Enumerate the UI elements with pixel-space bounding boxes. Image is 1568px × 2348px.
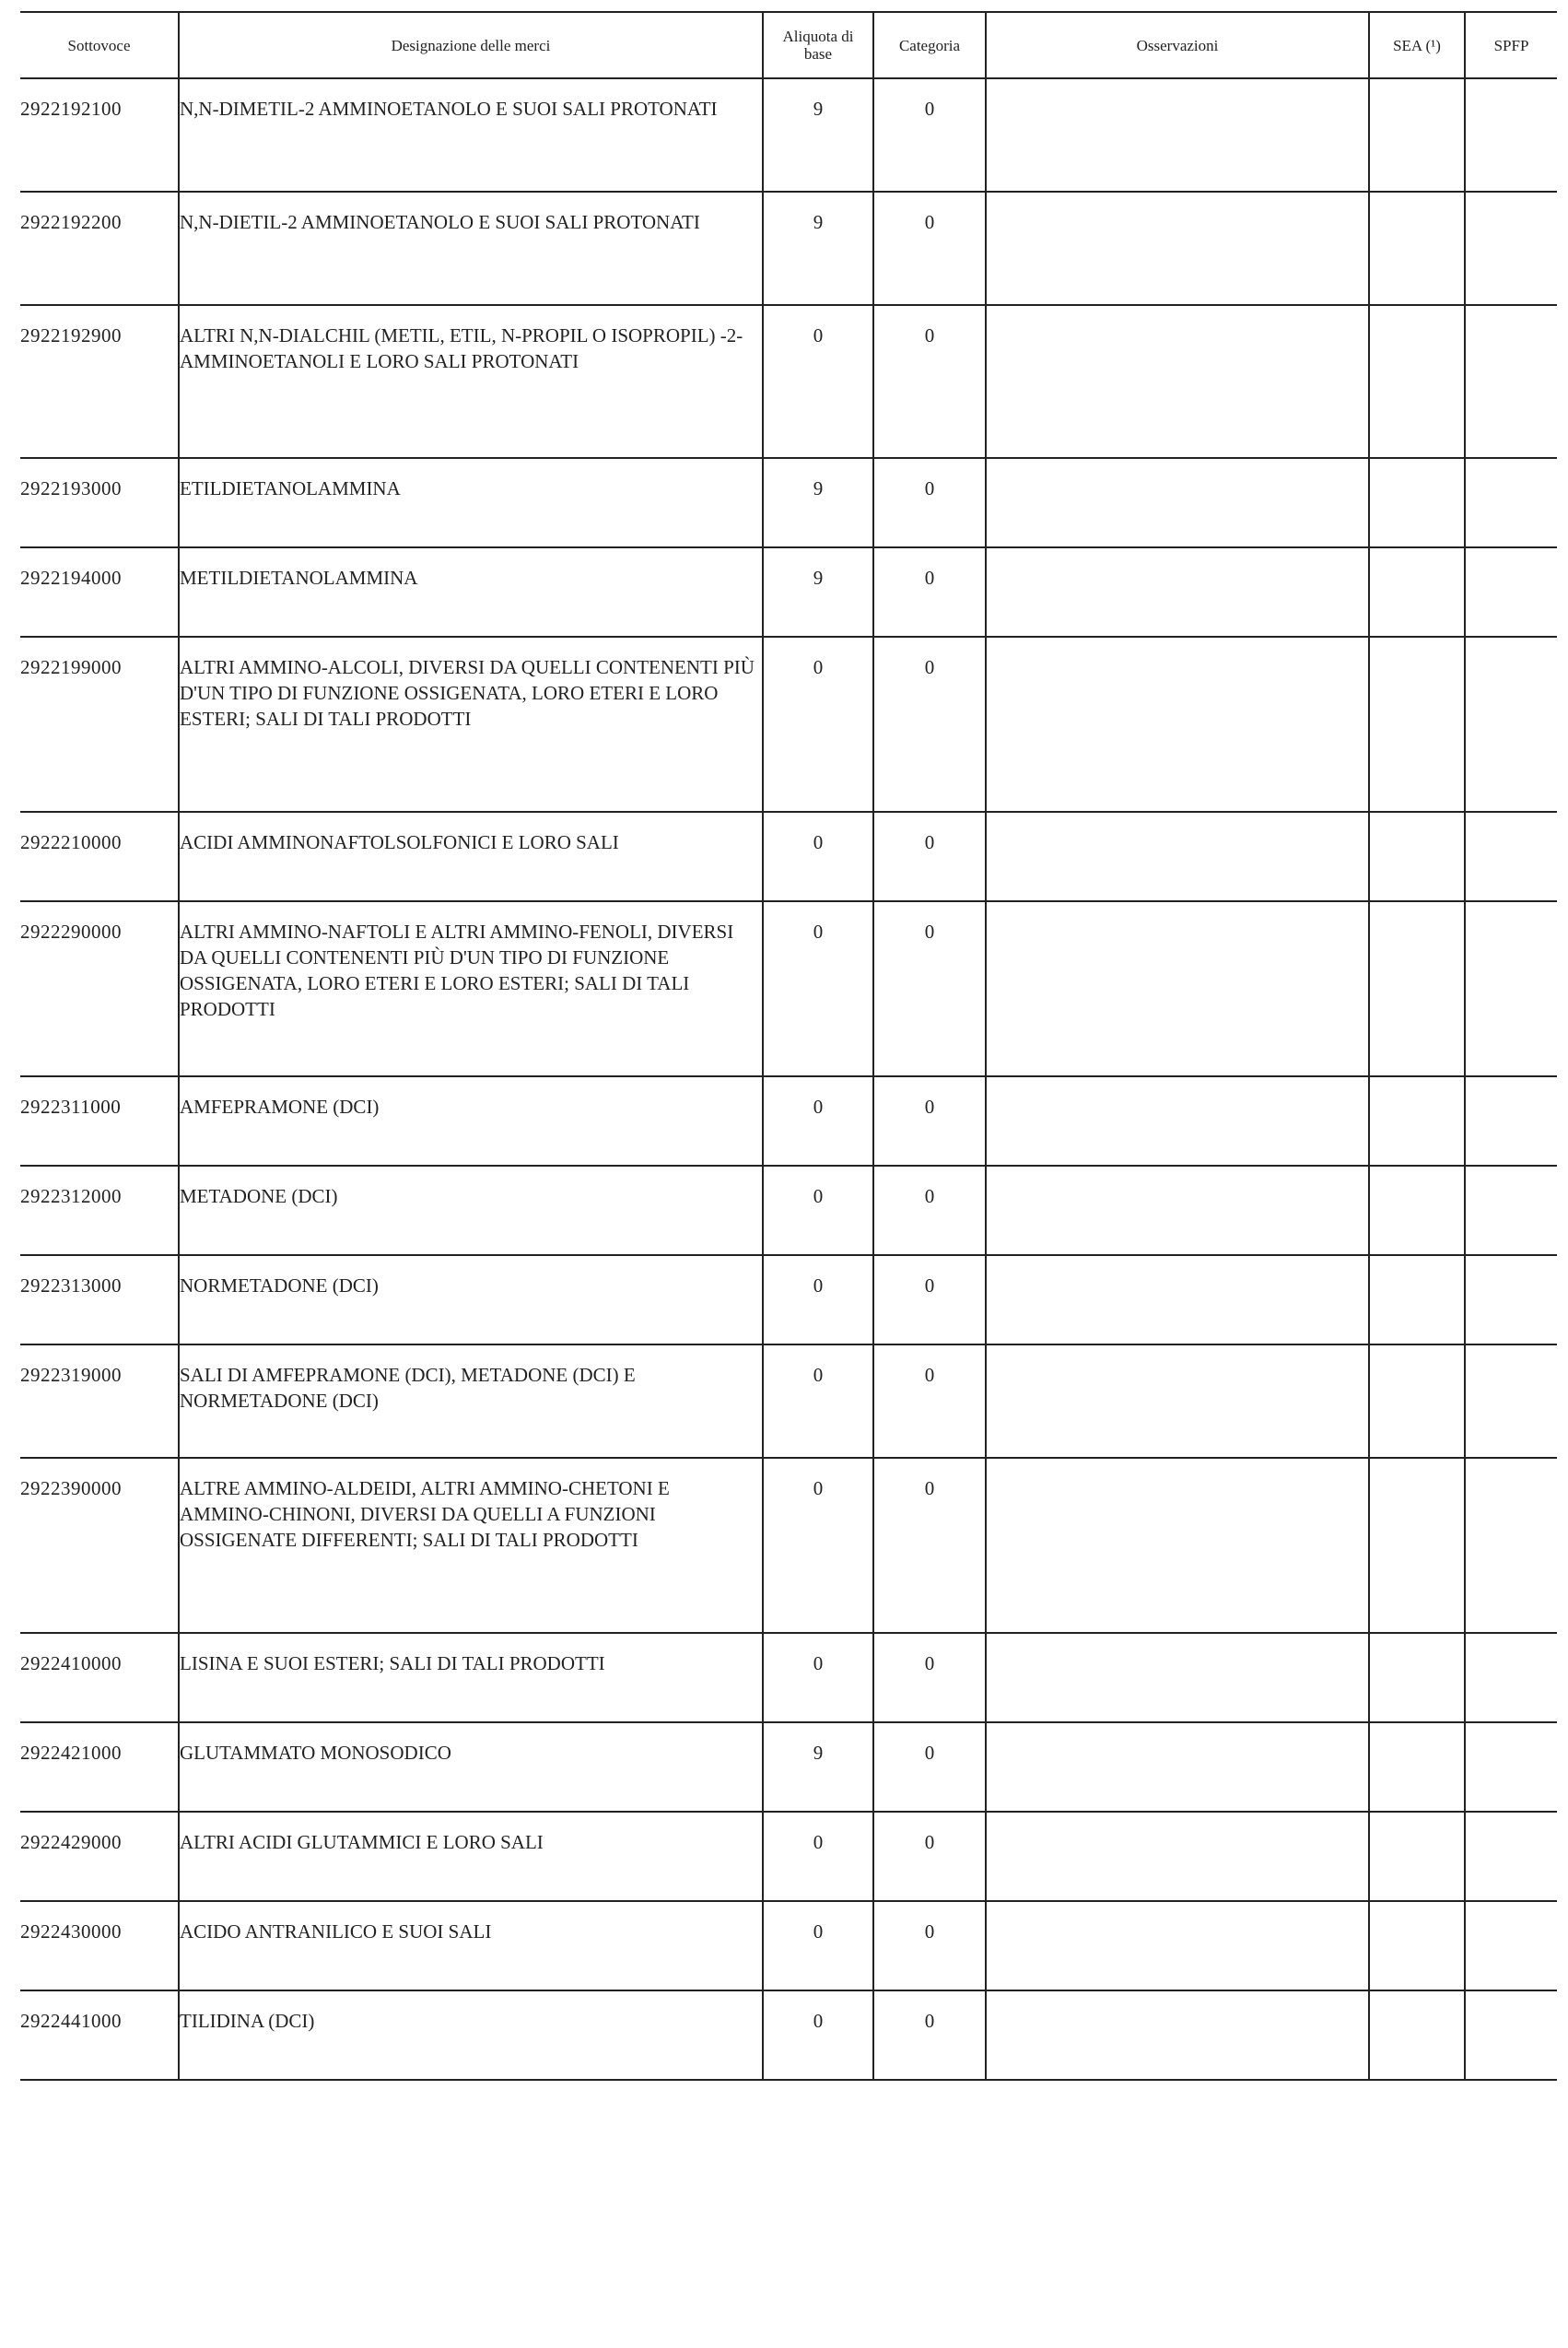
cell-description: ACIDI AMMINONAFTOLSOLFONICI E LORO SALI [179, 812, 763, 901]
cell-sea [1369, 305, 1465, 458]
cell-observations [986, 1633, 1369, 1722]
cell-category: 0 [873, 1076, 986, 1166]
cell-spfp [1465, 547, 1557, 637]
cell-sea [1369, 1990, 1465, 2080]
cell-sea [1369, 1812, 1465, 1901]
cell-code: 2922290000 [20, 901, 179, 1076]
cell-category: 0 [873, 192, 986, 305]
cell-observations [986, 1344, 1369, 1458]
table-row [20, 1458, 1557, 1633]
cell-category: 0 [873, 1990, 986, 2080]
cell-observations [986, 1990, 1369, 2080]
cell-description: N,N-DIMETIL-2 AMMINOETANOLO E SUOI SALI PROTONATI [179, 78, 763, 192]
cell-observations [986, 1812, 1369, 1901]
cell-description: ETILDIETANOLAMMINA [179, 458, 763, 547]
table-row [20, 637, 1557, 812]
cell-rate: 0 [763, 812, 873, 901]
cell-sea [1369, 458, 1465, 547]
cell-spfp [1465, 901, 1557, 1076]
cell-observations [986, 192, 1369, 305]
cell-category: 0 [873, 305, 986, 458]
cell-description: LISINA E SUOI ESTERI; SALI DI TALI PRODOTTI [179, 1633, 763, 1722]
cell-observations [986, 547, 1369, 637]
cell-spfp [1465, 1458, 1557, 1633]
cell-spfp [1465, 1344, 1557, 1458]
cell-sea [1369, 1166, 1465, 1255]
cell-description: GLUTAMMATO MONOSODICO [179, 1722, 763, 1812]
cell-rate: 9 [763, 1722, 873, 1812]
cell-code: 2922390000 [20, 1458, 179, 1633]
tariff-table [20, 11, 1557, 2081]
header-aliquota: Aliquota di base [763, 12, 873, 78]
cell-category: 0 [873, 458, 986, 547]
cell-description: ACIDO ANTRANILICO E SUOI SALI [179, 1901, 763, 1990]
cell-description: METADONE (DCI) [179, 1166, 763, 1255]
cell-code: 2922311000 [20, 1076, 179, 1166]
cell-spfp [1465, 1990, 1557, 2080]
cell-spfp [1465, 637, 1557, 812]
cell-code: 2922319000 [20, 1344, 179, 1458]
cell-observations [986, 901, 1369, 1076]
cell-code: 2922192900 [20, 305, 179, 458]
cell-code: 2922210000 [20, 812, 179, 901]
cell-rate: 0 [763, 1344, 873, 1458]
cell-rate: 0 [763, 1901, 873, 1990]
tariff-sheet [20, 11, 1557, 2081]
cell-code: 2922313000 [20, 1255, 179, 1344]
cell-spfp [1465, 1812, 1557, 1901]
cell-rate: 0 [763, 1255, 873, 1344]
cell-code: 2922194000 [20, 547, 179, 637]
cell-description: ALTRI N,N-DIALCHIL (METIL, ETIL, N-PROPIL O ISOPROPIL) -2-AMMINOETANOLI E LORO SALI PROTONATI [179, 305, 763, 458]
cell-sea [1369, 812, 1465, 901]
cell-spfp [1465, 1076, 1557, 1166]
table-row [20, 1255, 1557, 1344]
cell-code: 2922192200 [20, 192, 179, 305]
table-row [20, 305, 1557, 458]
cell-description: ALTRI AMMINO-NAFTOLI E ALTRI AMMINO-FENOLI, DIVERSI DA QUELLI CONTENENTI PIÙ D'UN TIPO DI FUNZIONE OSSIGENATA, LORO ETERI E LORO ESTERI; SALI DI TALI PRODOTTI [179, 901, 763, 1076]
cell-category: 0 [873, 1166, 986, 1255]
cell-observations [986, 1458, 1369, 1633]
cell-category: 0 [873, 812, 986, 901]
cell-observations [986, 1901, 1369, 1990]
cell-rate: 0 [763, 1458, 873, 1633]
table-row [20, 1344, 1557, 1458]
cell-code: 2922199000 [20, 637, 179, 812]
cell-rate: 0 [763, 901, 873, 1076]
cell-description: TILIDINA (DCI) [179, 1990, 763, 2080]
cell-code: 2922441000 [20, 1990, 179, 2080]
cell-sea [1369, 1633, 1465, 1722]
cell-sea [1369, 547, 1465, 637]
cell-spfp [1465, 1633, 1557, 1722]
cell-observations [986, 1722, 1369, 1812]
cell-spfp [1465, 192, 1557, 305]
cell-sea [1369, 192, 1465, 305]
cell-rate: 0 [763, 1812, 873, 1901]
cell-category: 0 [873, 547, 986, 637]
cell-observations [986, 1076, 1369, 1166]
cell-description: N,N-DIETIL-2 AMMINOETANOLO E SUOI SALI PROTONATI [179, 192, 763, 305]
cell-description: METILDIETANOLAMMINA [179, 547, 763, 637]
cell-observations [986, 305, 1369, 458]
cell-rate: 0 [763, 1076, 873, 1166]
cell-spfp [1465, 458, 1557, 547]
cell-rate: 9 [763, 547, 873, 637]
cell-code: 2922312000 [20, 1166, 179, 1255]
table-row [20, 1166, 1557, 1255]
header-spfp: SPFP [1465, 12, 1557, 78]
cell-rate: 9 [763, 458, 873, 547]
cell-sea [1369, 1458, 1465, 1633]
table-row [20, 78, 1557, 192]
cell-description: SALI DI AMFEPRAMONE (DCI), METADONE (DCI) E NORMETADONE (DCI) [179, 1344, 763, 1458]
table-row [20, 901, 1557, 1076]
cell-observations [986, 458, 1369, 547]
cell-code: 2922421000 [20, 1722, 179, 1812]
table-row [20, 1076, 1557, 1166]
cell-rate: 0 [763, 1990, 873, 2080]
cell-rate: 0 [763, 1166, 873, 1255]
table-row [20, 192, 1557, 305]
cell-spfp [1465, 1722, 1557, 1812]
cell-spfp [1465, 1166, 1557, 1255]
cell-category: 0 [873, 1812, 986, 1901]
cell-category: 0 [873, 1255, 986, 1344]
table-row [20, 458, 1557, 547]
table-row [20, 547, 1557, 637]
cell-description: ALTRE AMMINO-ALDEIDI, ALTRI AMMINO-CHETONI E AMMINO-CHINONI, DIVERSI DA QUELLI A FUNZIONI OSSIGENATE DIFFERENTI; SALI DI TALI PRODOTTI [179, 1458, 763, 1633]
cell-description: AMFEPRAMONE (DCI) [179, 1076, 763, 1166]
cell-rate: 0 [763, 305, 873, 458]
cell-spfp [1465, 78, 1557, 192]
cell-category: 0 [873, 1633, 986, 1722]
cell-observations [986, 812, 1369, 901]
cell-sea [1369, 78, 1465, 192]
cell-description: ALTRI ACIDI GLUTAMMICI E LORO SALI [179, 1812, 763, 1901]
cell-observations [986, 1166, 1369, 1255]
cell-spfp [1465, 1255, 1557, 1344]
cell-description: ALTRI AMMINO-ALCOLI, DIVERSI DA QUELLI CONTENENTI PIÙ D'UN TIPO DI FUNZIONE OSSIGENATA, LORO ETERI E LORO ESTERI; SALI DI TALI PRODOTTI [179, 637, 763, 812]
cell-description: NORMETADONE (DCI) [179, 1255, 763, 1344]
cell-rate: 0 [763, 1633, 873, 1722]
table-header-row [20, 12, 1557, 78]
header-osservazioni: Osservazioni [986, 12, 1369, 78]
table-row [20, 1812, 1557, 1901]
cell-code: 2922192100 [20, 78, 179, 192]
cell-category: 0 [873, 1458, 986, 1633]
cell-category: 0 [873, 637, 986, 812]
cell-rate: 9 [763, 192, 873, 305]
cell-spfp [1465, 305, 1557, 458]
cell-observations [986, 637, 1369, 812]
cell-rate: 0 [763, 637, 873, 812]
table-row [20, 1901, 1557, 1990]
cell-code: 2922410000 [20, 1633, 179, 1722]
cell-code: 2922430000 [20, 1901, 179, 1990]
cell-sea [1369, 901, 1465, 1076]
cell-sea [1369, 637, 1465, 812]
cell-spfp [1465, 1901, 1557, 1990]
table-row [20, 1633, 1557, 1722]
table-row [20, 1722, 1557, 1812]
header-sottovoce: Sottovoce [20, 12, 179, 78]
cell-category: 0 [873, 1901, 986, 1990]
header-categoria: Categoria [873, 12, 986, 78]
cell-category: 0 [873, 901, 986, 1076]
cell-rate: 9 [763, 78, 873, 192]
cell-spfp [1465, 812, 1557, 901]
cell-category: 0 [873, 78, 986, 192]
cell-sea [1369, 1255, 1465, 1344]
cell-category: 0 [873, 1344, 986, 1458]
cell-category: 0 [873, 1722, 986, 1812]
cell-observations [986, 78, 1369, 192]
table-row [20, 1990, 1557, 2080]
cell-sea [1369, 1076, 1465, 1166]
table-row [20, 812, 1557, 901]
header-sea: SEA (¹) [1369, 12, 1465, 78]
cell-code: 2922429000 [20, 1812, 179, 1901]
cell-sea [1369, 1344, 1465, 1458]
cell-sea [1369, 1901, 1465, 1990]
cell-sea [1369, 1722, 1465, 1812]
cell-code: 2922193000 [20, 458, 179, 547]
header-designazione: Designazione delle merci [179, 12, 763, 78]
cell-observations [986, 1255, 1369, 1344]
